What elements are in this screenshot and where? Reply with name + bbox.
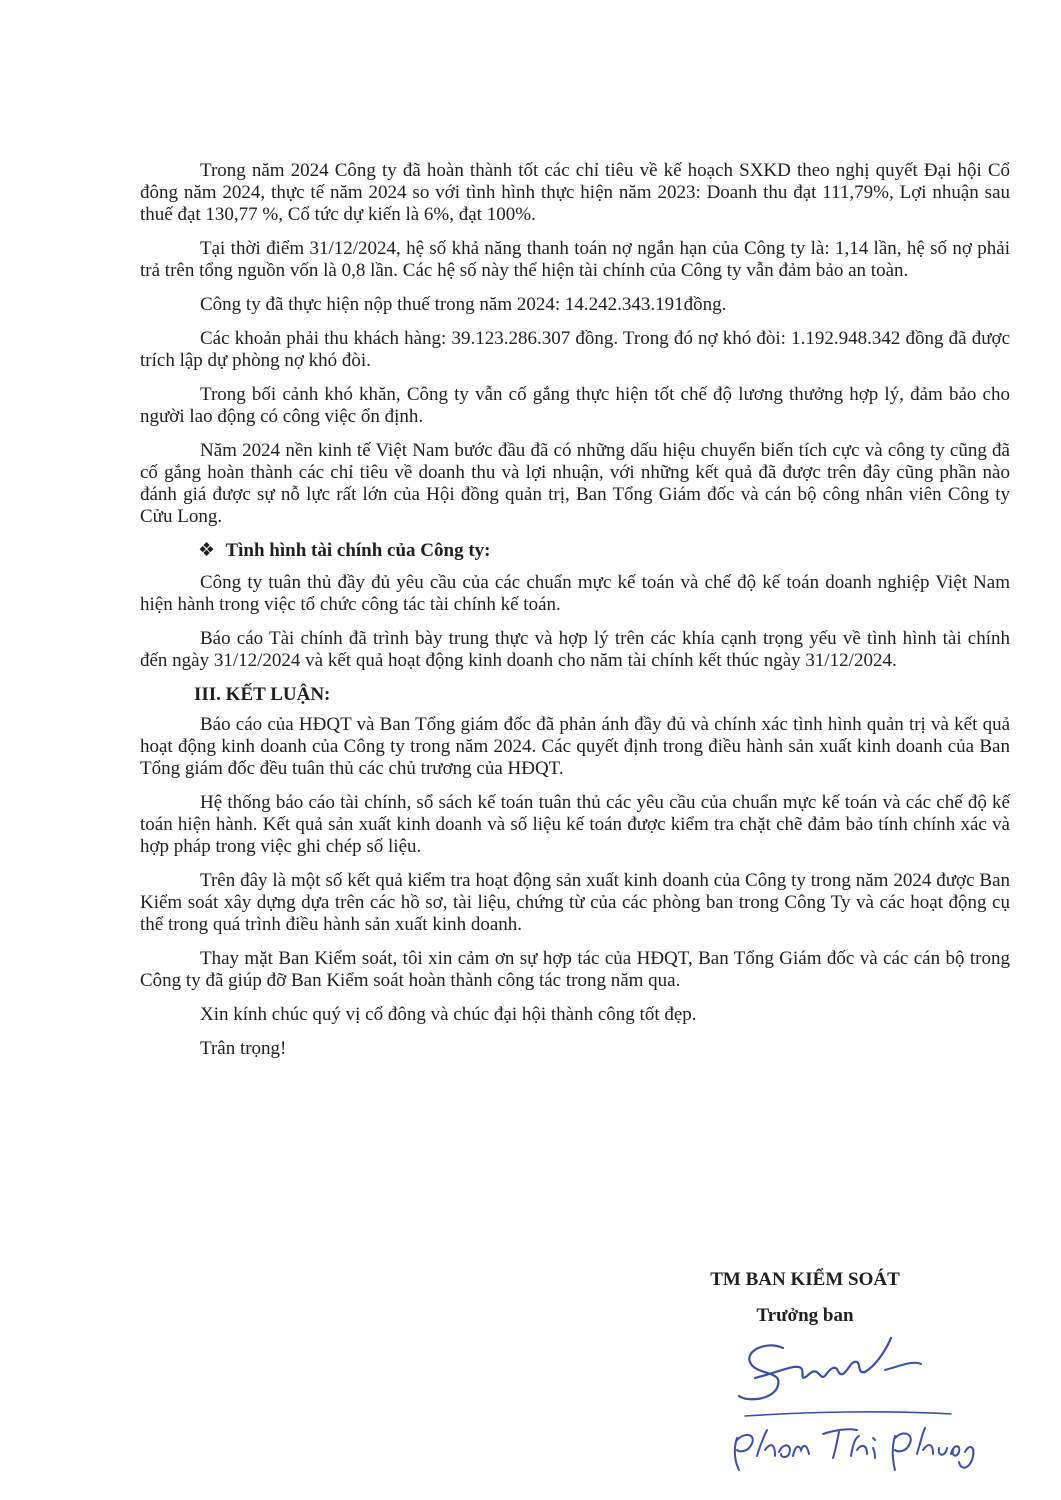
paragraph-financial-statements: Báo cáo Tài chính đã trình bày trung thực và hợp lý trên các khía cạnh trọng yếu về tình hình tài chính đến ngày 31/12/2024 và kết quả hoạt động kinh doanh cho năm tài chính kết thúc ngày 31/12/2024.	[140, 628, 1010, 671]
paragraph-thanks: Thay mặt Ban Kiểm soát, tôi xin cảm ơn sự hợp tác của HĐQT, Ban Tổng Giám đốc và các cán bộ trong Công ty đã giúp đỡ Ban Kiểm soát hoàn thành công tác trong năm qua.	[140, 948, 1010, 991]
paragraph-salary-policy: Trong bối cảnh khó khăn, Công ty vẫn cố gắng thực hiện tốt chế độ lương thưởng hợp lý, đảm bảo cho người lao động có công việc ổn định.	[140, 384, 1010, 427]
signature-block	[640, 1268, 970, 1328]
finance-heading	[140, 540, 1010, 562]
paragraph-tax-paid: Công ty đã thực hiện nộp thuế trong năm 2024: 14.242.343.191đồng.	[200, 294, 727, 315]
signature-title: TM BAN KIỂM SOÁT	[710, 1269, 900, 1290]
paragraph-accounting-compliance: Công ty tuân thủ đầy đủ yêu cầu của các chuẩn mực kế toán và chế độ kế toán doanh nghiệp Việt Nam hiện hành trong việc tổ chức công tác tài chính kế toán.	[140, 572, 1010, 615]
diamond-bullet-icon: ❖	[198, 540, 216, 561]
paragraph-board-report: Báo cáo của HĐQT và Ban Tổng giám đốc đã phản ánh đầy đủ và chính xác tình hình quản trị và kết quả hoạt động kinh doanh của Công ty trong năm 2024. Các quyết định trong điều hành sản xuất kinh doanh của Ban Tổng giám đốc đều tuân thủ các chủ trương của HĐQT.	[140, 714, 1010, 779]
paragraph-economy-overview: Năm 2024 nền kinh tế Việt Nam bước đầu đã có những dấu hiệu chuyển biến tích cực và công ty cũng đã cố gắng hoàn thành các chỉ tiêu về doanh thu và lợi nhuận, với những kết quả đã được trên đây cũng phần nào đánh giá được sự nỗ lực rất lớn của Hội đồng quản trị, Ban Tổng Giám đốc và cán bộ công nhân viên Công ty Cửu Long.	[140, 440, 1010, 527]
handwritten-signature	[725, 1330, 985, 1500]
conclusion-heading: III. KẾT LUẬN:	[194, 684, 331, 705]
document-body	[140, 160, 1010, 1072]
finance-heading-text: Tình hình tài chính của Công ty:	[225, 540, 491, 561]
paragraph-inspection-summary: Trên đây là một số kết quả kiểm tra hoạt động sản xuất kinh doanh của Công ty trong năm 2024 được Ban Kiểm soát xây dựng dựa trên các hồ sơ, tài liệu, chứng từ của các phòng ban trong Công Ty và các hoạt động cụ thể trong quá trình điều hành sản xuất kinh doanh.	[140, 870, 1010, 935]
paragraph-solvency-ratios: Tại thời điểm 31/12/2024, hệ số khả năng thanh toán nợ ngắn hạn của Công ty là: 1,14 lần, hệ số nợ phải trả trên tổng nguồn vốn là 0,8 lần. Các hệ số này thể hiện tài chính của Công ty vẫn đảm bảo an toàn.	[140, 238, 1010, 281]
paragraph-wishes: Xin kính chúc quý vị cổ đông và chúc đại hội thành công tốt đẹp.	[200, 1004, 697, 1025]
paragraph-receivables: Các khoản phải thu khách hàng: 39.123.286.307 đồng. Trong đó nợ khó đòi: 1.192.948.342 đồng đã được trích lập dự phòng nợ khó đòi.	[140, 328, 1010, 371]
signature-role: Trưởng ban	[756, 1305, 854, 1326]
paragraph-reporting-system: Hệ thống báo cáo tài chính, sổ sách kế toán tuân thủ các yêu cầu của chuẩn mực kế toán và các chế độ kế toán hiện hành. Kết quả sản xuất kinh doanh và số liệu kế toán được kiểm tra chặt chẽ đảm bảo tính chính xác và hợp pháp trong việc ghi chép số liệu.	[140, 792, 1010, 857]
paragraph-regards: Trân trọng!	[200, 1038, 287, 1059]
paragraph-plan-results: Trong năm 2024 Công ty đã hoàn thành tốt các chỉ tiêu về kế hoạch SXKD theo nghị quyết Đại hội Cổ đông năm 2024, thực tế năm 2024 so với tình hình thực hiện năm 2023: Doanh thu đạt 111,79%, Lợi nhuận sau thuế đạt 130,77 %, Cổ tức dự kiến là 6%, đạt 100%.	[140, 160, 1010, 225]
